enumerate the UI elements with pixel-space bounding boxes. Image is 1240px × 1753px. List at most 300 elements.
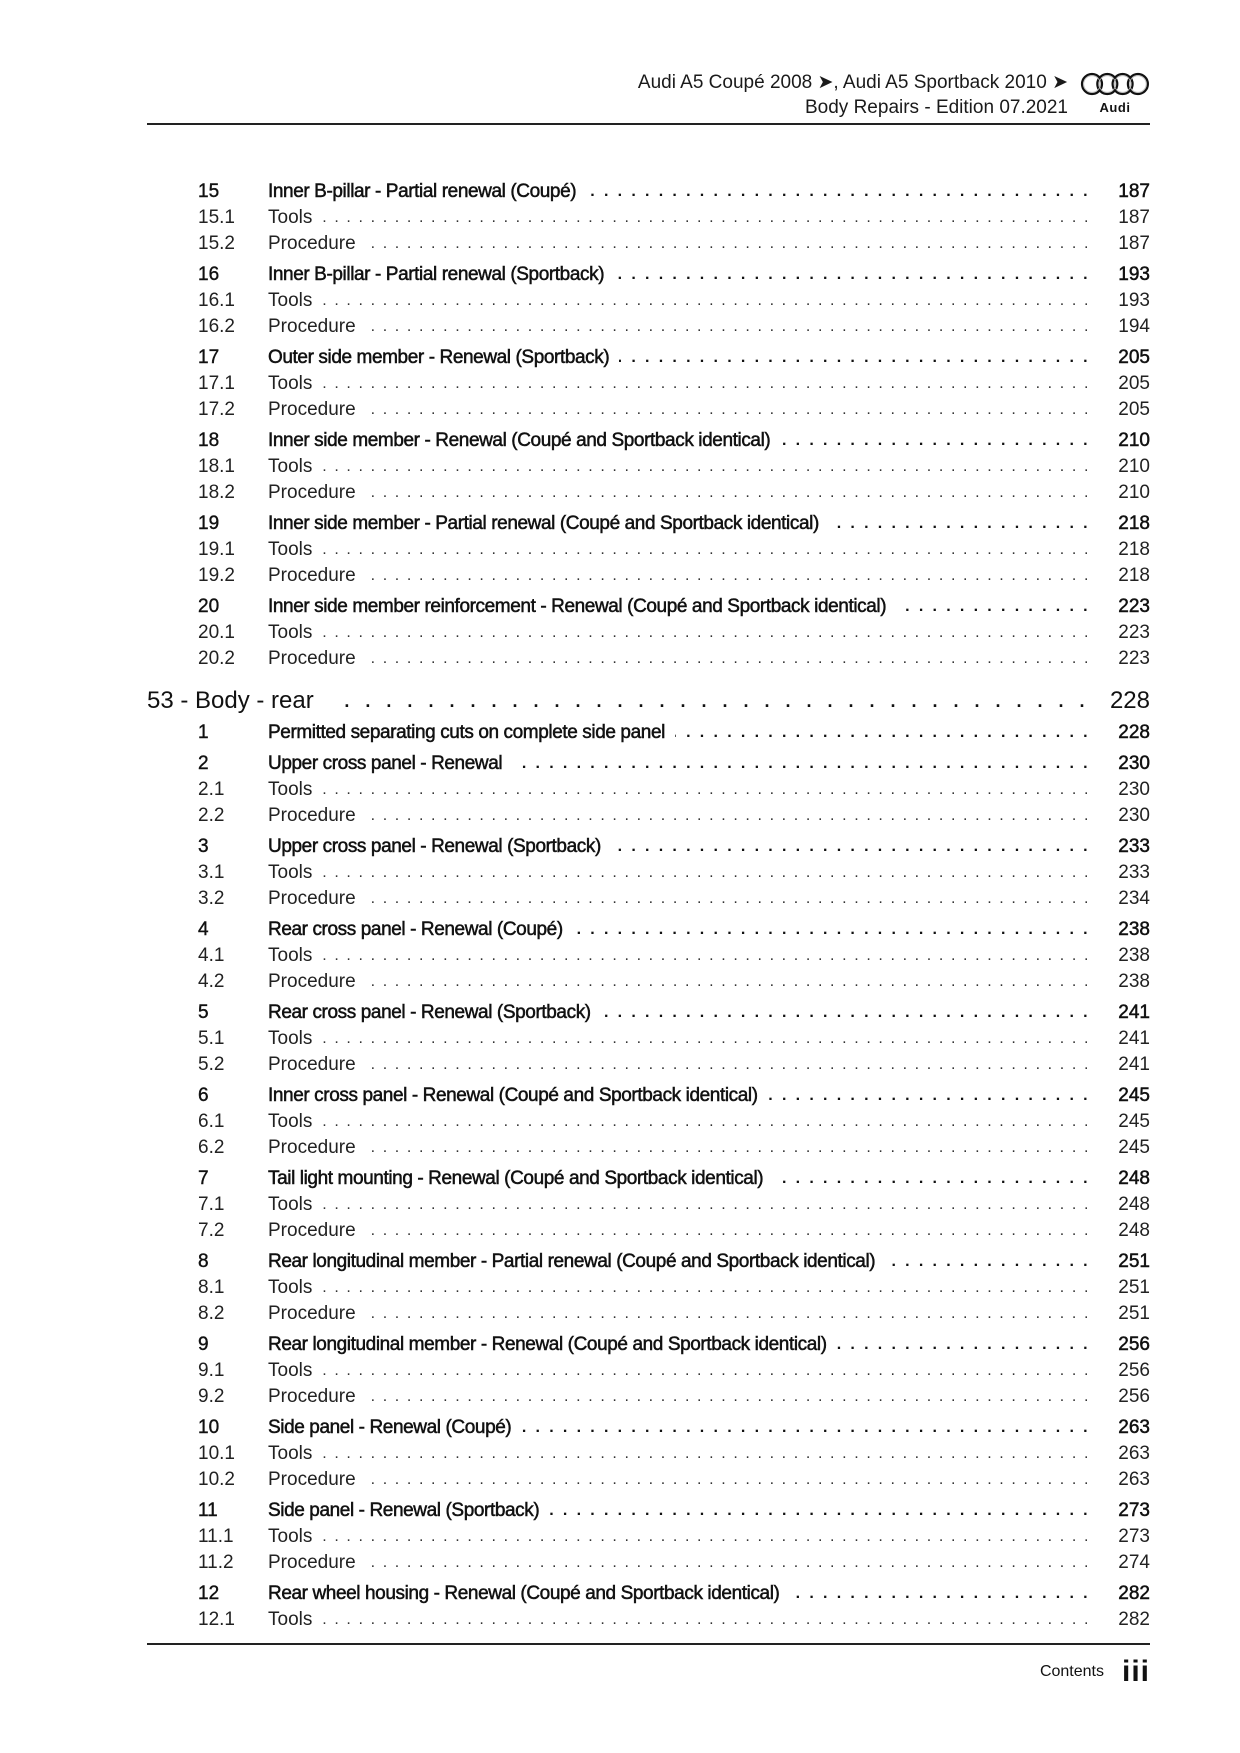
- toc-entry-page[interactable]: 256: [1118, 1334, 1150, 1355]
- toc-entry[interactable]: [147, 1498, 1150, 1524]
- toc-entry-page[interactable]: 193: [1118, 290, 1150, 311]
- toc-subentry[interactable]: [147, 860, 1150, 886]
- toc-entry-number: 19.1: [198, 539, 235, 560]
- toc-entry-title-wrap: [268, 1000, 1090, 1026]
- toc-entry-page[interactable]: 187: [1118, 207, 1150, 228]
- dot-leader: [322, 1607, 1090, 1633]
- toc-entry[interactable]: [147, 1332, 1150, 1358]
- toc-entry-title[interactable]: Procedure: [268, 231, 366, 257]
- chapter-page[interactable]: 228: [1109, 687, 1150, 714]
- toc-entry-number: 20.2: [198, 648, 235, 669]
- toc-entry-number: 6.1: [198, 1111, 225, 1132]
- toc-entry-title-wrap: [268, 1332, 1090, 1358]
- toc-entry-number: 12.1: [198, 1609, 235, 1630]
- toc-entry[interactable]: [147, 1581, 1150, 1607]
- toc-entry-title[interactable]: Upper cross panel - Renewal: [268, 751, 512, 777]
- toc-entry-title[interactable]: Outer side member - Renewal (Sportback): [268, 345, 619, 371]
- dot-leader: [322, 371, 1090, 397]
- toc-entry-number: 8.2: [198, 1303, 225, 1324]
- toc-subentry[interactable]: [147, 1358, 1150, 1384]
- header-model-line: Audi A5 Coupé 2008 ➤, Audi A5 Sportback 2010 ➤: [637, 72, 1068, 93]
- toc-entry-number: 20: [198, 596, 220, 617]
- dot-leader: [322, 205, 1090, 231]
- dot-leader: [611, 834, 1090, 860]
- toc-entry-title[interactable]: Tail light mounting - Renewal (Coupé and Sportback identical): [268, 1166, 773, 1192]
- toc-entry-title[interactable]: Permitted separating cuts on complete side panel: [268, 720, 675, 746]
- toc-entry-page[interactable]: 251: [1118, 1251, 1150, 1272]
- toc-entry-title[interactable]: Tools: [268, 1109, 322, 1135]
- toc-entry-page[interactable]: 282: [1118, 1583, 1150, 1604]
- toc-entry-title[interactable]: Rear cross panel - Renewal (Coupé): [268, 917, 573, 943]
- dot-leader: [885, 1249, 1090, 1275]
- header-edition-line: Body Repairs - Edition 07.2021: [805, 97, 1068, 118]
- toc-entry-title-wrap: [268, 1524, 1090, 1550]
- toc-entry[interactable]: [147, 262, 1150, 288]
- toc-entry-title[interactable]: Inner B-pillar - Partial renewal (Coupé): [268, 179, 586, 205]
- toc-entry-title-wrap: [268, 1441, 1090, 1467]
- toc-entry-number: 15: [198, 181, 220, 202]
- toc-entry-page[interactable]: 205: [1118, 373, 1150, 394]
- toc-entry-number: 18: [198, 430, 220, 451]
- toc-entry-number: 16.1: [198, 290, 235, 311]
- toc-entry-number: 5.1: [198, 1028, 225, 1049]
- toc-entry-page[interactable]: 218: [1118, 539, 1150, 560]
- toc-entry-title[interactable]: Inner side member reinforcement - Renewal (Coupé and Sportback identical): [268, 594, 896, 620]
- toc-entry[interactable]: [147, 834, 1150, 860]
- toc-entry-page[interactable]: 274: [1118, 1552, 1150, 1573]
- dot-leader: [366, 1135, 1090, 1161]
- toc-subentry[interactable]: [147, 777, 1150, 803]
- dot-leader: [366, 563, 1090, 589]
- dot-leader: [322, 1026, 1090, 1052]
- toc-entry-title[interactable]: Tools: [268, 1026, 322, 1052]
- dot-leader: [366, 231, 1090, 257]
- toc-entry-number: 6.2: [198, 1137, 225, 1158]
- toc-entry-title[interactable]: Procedure: [268, 886, 366, 912]
- toc-entry-title[interactable]: Side panel - Renewal (Sportback): [268, 1498, 549, 1524]
- toc-entry-title-wrap: [268, 751, 1090, 777]
- toc-subentry[interactable]: [147, 1218, 1150, 1244]
- toc-entry[interactable]: [147, 1415, 1150, 1441]
- toc-subentry[interactable]: [147, 563, 1150, 589]
- dot-leader: [773, 1166, 1090, 1192]
- toc-entry[interactable]: [147, 428, 1150, 454]
- dot-leader: [366, 1384, 1090, 1410]
- header-text: [638, 70, 1068, 120]
- toc-entry-number: 18.2: [198, 482, 235, 503]
- dot-leader: [789, 1581, 1090, 1607]
- toc-entry-title[interactable]: Tools: [268, 288, 322, 314]
- dot-leader: [601, 1000, 1090, 1026]
- page-footer: [1040, 1655, 1150, 1689]
- toc-entry[interactable]: [147, 917, 1150, 943]
- toc-entry[interactable]: [147, 751, 1150, 777]
- toc-entry-page[interactable]: 248: [1118, 1168, 1150, 1189]
- dot-leader: [366, 1218, 1090, 1244]
- toc-entry-title-wrap: [268, 1415, 1090, 1441]
- toc-entry-title[interactable]: Procedure: [268, 969, 366, 995]
- toc-entry[interactable]: [147, 720, 1150, 746]
- toc-entry-number: 3: [198, 836, 209, 857]
- toc-entry-title-wrap: [268, 720, 1090, 746]
- toc-entry-page[interactable]: 241: [1118, 1028, 1150, 1049]
- toc-subentry[interactable]: [147, 803, 1150, 829]
- toc-entry-page[interactable]: 205: [1118, 399, 1150, 420]
- toc-entry-title[interactable]: Tools: [268, 1192, 322, 1218]
- toc-entry-page[interactable]: 238: [1118, 919, 1150, 940]
- toc-entry-title-wrap: [268, 860, 1090, 886]
- toc-entry-title[interactable]: Procedure: [268, 1550, 366, 1576]
- dot-leader: [366, 1301, 1090, 1327]
- toc-entry-page[interactable]: 238: [1118, 971, 1150, 992]
- dot-leader: [586, 179, 1090, 205]
- toc-entry-page[interactable]: 238: [1118, 945, 1150, 966]
- toc-entry-title[interactable]: Tools: [268, 1607, 322, 1633]
- toc-entry-title[interactable]: Tools: [268, 454, 322, 480]
- toc-entry-page[interactable]: 205: [1118, 347, 1150, 368]
- toc-entry[interactable]: [147, 1000, 1150, 1026]
- toc-entry-title-wrap: [268, 537, 1090, 563]
- audi-logo: [1080, 72, 1150, 120]
- toc-entry-title[interactable]: Tools: [268, 1275, 322, 1301]
- toc-subentry[interactable]: [147, 1052, 1150, 1078]
- toc-entry-number: 4.2: [198, 971, 225, 992]
- toc-entry-page[interactable]: 273: [1118, 1526, 1150, 1547]
- toc-entry-title-wrap: [268, 454, 1090, 480]
- chapter-title[interactable]: 53 - Body - rear: [147, 684, 328, 718]
- toc-entry-page[interactable]: 223: [1118, 596, 1150, 617]
- toc-subentry[interactable]: [147, 1301, 1150, 1327]
- toc-entry-number: 9.1: [198, 1360, 225, 1381]
- toc-entry-title-wrap: [268, 1358, 1090, 1384]
- toc-subentry[interactable]: [147, 1524, 1150, 1550]
- dot-leader: [322, 620, 1090, 646]
- toc-subentry[interactable]: [147, 1135, 1150, 1161]
- dot-leader: [322, 454, 1090, 480]
- toc-entry[interactable]: [147, 179, 1150, 205]
- toc-entry-number: 3.1: [198, 862, 225, 883]
- toc-entry-number: 9.2: [198, 1386, 225, 1407]
- toc-entry[interactable]: [147, 1249, 1150, 1275]
- toc-entry-title-wrap: [268, 917, 1090, 943]
- toc-entry-title[interactable]: Tools: [268, 860, 322, 886]
- toc-entry-title[interactable]: Tools: [268, 1358, 322, 1384]
- toc-entry-title-wrap: [268, 1607, 1090, 1633]
- toc-entry-page[interactable]: 228: [1118, 722, 1150, 743]
- toc-entry-number: 5: [198, 1002, 209, 1023]
- header-divider: [147, 123, 1150, 125]
- dot-leader: [322, 943, 1090, 969]
- dot-leader: [366, 397, 1090, 423]
- toc-entry-number: 8: [198, 1251, 209, 1272]
- toc-subentry[interactable]: [147, 537, 1150, 563]
- toc-entry-title[interactable]: Rear wheel housing - Renewal (Coupé and Sportback identical): [268, 1581, 789, 1607]
- toc-entry-title-wrap: [268, 1467, 1090, 1493]
- toc-entry-page[interactable]: 256: [1118, 1386, 1150, 1407]
- toc-entry-title[interactable]: Tools: [268, 537, 322, 563]
- toc-entry-number: 4: [198, 919, 209, 940]
- toc-entry-page[interactable]: 187: [1118, 181, 1150, 202]
- toc-entry-number: 11.2: [198, 1552, 234, 1573]
- toc-entry-title[interactable]: Procedure: [268, 803, 366, 829]
- toc-entry-page[interactable]: 245: [1118, 1085, 1150, 1106]
- toc-entry-title-wrap: [268, 231, 1090, 257]
- toc-entry-page[interactable]: 282: [1118, 1609, 1150, 1630]
- toc-entry-number: 17: [198, 347, 220, 368]
- toc-entry-title-wrap: [268, 803, 1090, 829]
- toc-entry-page[interactable]: 234: [1118, 888, 1150, 909]
- toc-subentry[interactable]: [147, 620, 1150, 646]
- dot-leader: [675, 720, 1090, 746]
- toc-entry-page[interactable]: 273: [1118, 1500, 1150, 1521]
- toc-entry-title-wrap: [268, 1498, 1090, 1524]
- toc-entry-title[interactable]: Tools: [268, 371, 322, 397]
- toc-entry-title-wrap: [268, 428, 1090, 454]
- chapter-title-wrap: [147, 684, 1090, 718]
- toc-entry-number: 20.1: [198, 622, 235, 643]
- toc-subentry[interactable]: [147, 231, 1150, 257]
- toc-entry-title-wrap: [268, 179, 1090, 205]
- toc-entry-page[interactable]: 248: [1118, 1194, 1150, 1215]
- toc-entry[interactable]: [147, 1166, 1150, 1192]
- audi-wordmark: Audi: [1099, 100, 1131, 115]
- toc-entry-page[interactable]: 194: [1118, 316, 1150, 337]
- toc-entry-page[interactable]: 193: [1118, 264, 1150, 285]
- dot-leader: [366, 1550, 1090, 1576]
- toc-subentry[interactable]: [147, 969, 1150, 995]
- toc-entry-page[interactable]: 233: [1118, 862, 1150, 883]
- toc-entry-number: 4.1: [198, 945, 225, 966]
- toc-entry-number: 19.2: [198, 565, 235, 586]
- toc-entry-title[interactable]: Procedure: [268, 1218, 366, 1244]
- dot-leader: [322, 1275, 1090, 1301]
- dot-leader: [322, 288, 1090, 314]
- toc-entry[interactable]: [147, 1083, 1150, 1109]
- toc-subentry[interactable]: [147, 646, 1150, 672]
- toc-entry-title[interactable]: Procedure: [268, 314, 366, 340]
- toc-entry-number: 8.1: [198, 1277, 225, 1298]
- toc-subentry[interactable]: [147, 1441, 1150, 1467]
- toc-entry-title[interactable]: Procedure: [268, 1052, 366, 1078]
- toc-entry-page[interactable]: 241: [1118, 1054, 1150, 1075]
- dot-leader: [619, 345, 1090, 371]
- toc-entry-page[interactable]: 263: [1118, 1443, 1150, 1464]
- toc-entry-title-wrap: [268, 886, 1090, 912]
- toc-entry-title-wrap: [268, 1083, 1090, 1109]
- toc-entry[interactable]: [147, 594, 1150, 620]
- toc-entry-title[interactable]: Tools: [268, 1524, 322, 1550]
- toc-entry-number: 7: [198, 1168, 209, 1189]
- toc-entry-title-wrap: [268, 1550, 1090, 1576]
- toc-entry-title-wrap: [268, 205, 1090, 231]
- toc-entry-title-wrap: [268, 594, 1090, 620]
- toc-entry-title[interactable]: Inner B-pillar - Partial renewal (Sportback): [268, 262, 614, 288]
- toc-entry-title[interactable]: Tools: [268, 620, 322, 646]
- toc-subentry[interactable]: [147, 1384, 1150, 1410]
- toc-subentry[interactable]: [147, 1192, 1150, 1218]
- toc-entry-title[interactable]: Tools: [268, 205, 322, 231]
- dot-leader: [512, 751, 1090, 777]
- toc-chapter-heading[interactable]: [147, 684, 1150, 718]
- toc-entry-page[interactable]: 245: [1118, 1111, 1150, 1132]
- toc-entry-number: 12: [198, 1583, 220, 1604]
- toc-entry-title[interactable]: Procedure: [268, 480, 366, 506]
- toc-entry-page[interactable]: 230: [1118, 805, 1150, 826]
- toc-entry-number: 11: [198, 1500, 218, 1521]
- dot-leader: [366, 803, 1090, 829]
- toc-subentry[interactable]: [147, 205, 1150, 231]
- toc-entry[interactable]: [147, 345, 1150, 371]
- toc-entry-title[interactable]: Inner side member - Partial renewal (Coupé and Sportback identical): [268, 511, 829, 537]
- toc-subentry[interactable]: [147, 1467, 1150, 1493]
- toc-entry-title-wrap: [268, 480, 1090, 506]
- footer-section-label: Contents: [1039, 1663, 1104, 1680]
- page-header: [147, 60, 1150, 124]
- toc-entry-number: 2.1: [198, 779, 225, 800]
- toc-entry-number: 10: [198, 1417, 220, 1438]
- toc-entry-number: 17.1: [198, 373, 235, 394]
- toc-subentry[interactable]: [147, 1275, 1150, 1301]
- toc-entry-number: 16.2: [198, 316, 235, 337]
- dot-leader: [829, 511, 1090, 537]
- toc-entry-number: 15.1: [198, 207, 235, 228]
- toc-entry-title[interactable]: Rear longitudinal member - Partial renewal (Coupé and Sportback identical): [268, 1249, 885, 1275]
- toc-entry-title-wrap: [268, 262, 1090, 288]
- toc-entry-number: 1: [198, 722, 209, 743]
- toc-entry-page[interactable]: 223: [1118, 622, 1150, 643]
- dot-leader: [573, 917, 1090, 943]
- toc-entry-number: 16: [198, 264, 220, 285]
- toc-subentry[interactable]: [147, 288, 1150, 314]
- dot-leader: [366, 646, 1090, 672]
- toc-entry-page[interactable]: 251: [1118, 1277, 1150, 1298]
- toc-entry-title[interactable]: Inner cross panel - Renewal (Coupé and Sportback identical): [268, 1083, 768, 1109]
- toc-entry-number: 10.2: [198, 1469, 235, 1490]
- dot-leader: [322, 1109, 1090, 1135]
- toc-entry-page[interactable]: 245: [1118, 1137, 1150, 1158]
- dot-leader: [366, 480, 1090, 506]
- dot-leader: [366, 886, 1090, 912]
- toc-subentry[interactable]: [147, 397, 1150, 423]
- toc-subentry[interactable]: [147, 454, 1150, 480]
- toc-entry-title-wrap: [268, 620, 1090, 646]
- dot-leader: [521, 1415, 1090, 1441]
- toc-entry-title[interactable]: Procedure: [268, 397, 366, 423]
- dot-leader: [322, 1441, 1090, 1467]
- toc-entry-number: 10.1: [198, 1443, 235, 1464]
- dot-leader: [366, 314, 1090, 340]
- toc-entry-title[interactable]: Procedure: [268, 646, 366, 672]
- toc-entry-title[interactable]: Procedure: [268, 1301, 366, 1327]
- toc-entry-title[interactable]: Upper cross panel - Renewal (Sportback): [268, 834, 611, 860]
- toc-subentry[interactable]: [147, 1109, 1150, 1135]
- toc-entry-title-wrap: [268, 943, 1090, 969]
- toc-entry-title[interactable]: Procedure: [268, 1467, 366, 1493]
- toc-entry-title[interactable]: Tools: [268, 1441, 322, 1467]
- toc-entry-page[interactable]: 230: [1118, 753, 1150, 774]
- toc-entry-page[interactable]: 210: [1118, 430, 1150, 451]
- toc-entry-title[interactable]: Inner side member - Renewal (Coupé and Sportback identical): [268, 428, 780, 454]
- dot-leader: [322, 1358, 1090, 1384]
- toc-entry-page[interactable]: 187: [1118, 233, 1150, 254]
- table-of-contents: [147, 179, 1150, 1633]
- toc-entry-page[interactable]: 218: [1118, 513, 1150, 534]
- toc-entry-title-wrap: [268, 511, 1090, 537]
- toc-entry-title[interactable]: Procedure: [268, 1384, 366, 1410]
- toc-entry-page[interactable]: 218: [1118, 565, 1150, 586]
- toc-subentry[interactable]: [147, 314, 1150, 340]
- toc-entry-page[interactable]: 241: [1118, 1002, 1150, 1023]
- dot-leader: [322, 1192, 1090, 1218]
- toc-entry-number: 3.2: [198, 888, 225, 909]
- toc-subentry[interactable]: [147, 1607, 1150, 1633]
- toc-entry-number: 7.1: [198, 1194, 225, 1215]
- toc-entry-page[interactable]: 251: [1118, 1303, 1150, 1324]
- toc-subentry[interactable]: [147, 480, 1150, 506]
- dot-leader: [896, 594, 1090, 620]
- toc-entry-title-wrap: [268, 1275, 1090, 1301]
- toc-entry-title[interactable]: Rear longitudinal member - Renewal (Coupé and Sportback identical): [268, 1332, 837, 1358]
- toc-entry-title[interactable]: Procedure: [268, 563, 366, 589]
- toc-entry-title[interactable]: Tools: [268, 777, 322, 803]
- toc-entry-title-wrap: [268, 1384, 1090, 1410]
- toc-entry-title-wrap: [268, 834, 1090, 860]
- toc-subentry[interactable]: [147, 1026, 1150, 1052]
- dot-leader: [366, 1467, 1090, 1493]
- toc-entry-title[interactable]: Tools: [268, 943, 322, 969]
- toc-entry-title-wrap: [268, 1301, 1090, 1327]
- toc-subentry[interactable]: [147, 371, 1150, 397]
- toc-entry[interactable]: [147, 511, 1150, 537]
- toc-subentry[interactable]: [147, 943, 1150, 969]
- dot-leader: [366, 969, 1090, 995]
- toc-entry-title-wrap: [268, 345, 1090, 371]
- toc-entry-number: 9: [198, 1334, 209, 1355]
- dot-leader: [780, 428, 1090, 454]
- dot-leader: [322, 860, 1090, 886]
- toc-entry-title[interactable]: Rear cross panel - Renewal (Sportback): [268, 1000, 601, 1026]
- toc-entry-page[interactable]: 263: [1118, 1417, 1150, 1438]
- toc-entry-page[interactable]: 248: [1118, 1220, 1150, 1241]
- toc-entry-page[interactable]: 233: [1118, 836, 1150, 857]
- toc-entry-page[interactable]: 210: [1118, 456, 1150, 477]
- toc-entry-title-wrap: [268, 1218, 1090, 1244]
- footer-page-number: iii: [1121, 1655, 1150, 1688]
- toc-entry-page[interactable]: 256: [1118, 1360, 1150, 1381]
- toc-subentry[interactable]: [147, 1550, 1150, 1576]
- dot-leader: [837, 1332, 1090, 1358]
- toc-entry-title-wrap: [268, 288, 1090, 314]
- toc-entry-number: 6: [198, 1085, 209, 1106]
- toc-entry-title-wrap: [268, 1192, 1090, 1218]
- toc-entry-title-wrap: [268, 371, 1090, 397]
- dot-leader: [322, 537, 1090, 563]
- toc-subentry[interactable]: [147, 886, 1150, 912]
- toc-entry-number: 2: [198, 753, 209, 774]
- toc-entry-page[interactable]: 230: [1118, 779, 1150, 800]
- toc-entry-title-wrap: [268, 1166, 1090, 1192]
- toc-entry-title-wrap: [268, 646, 1090, 672]
- toc-entry-page[interactable]: 263: [1118, 1469, 1150, 1490]
- dot-leader: [366, 1052, 1090, 1078]
- toc-entry-page[interactable]: 210: [1118, 482, 1150, 503]
- toc-entry-title[interactable]: Side panel - Renewal (Coupé): [268, 1415, 521, 1441]
- toc-entry-title-wrap: [268, 1581, 1090, 1607]
- toc-entry-page[interactable]: 223: [1118, 648, 1150, 669]
- toc-entry-number: 18.1: [198, 456, 235, 477]
- toc-entry-title-wrap: [268, 563, 1090, 589]
- toc-entry-title[interactable]: Procedure: [268, 1135, 366, 1161]
